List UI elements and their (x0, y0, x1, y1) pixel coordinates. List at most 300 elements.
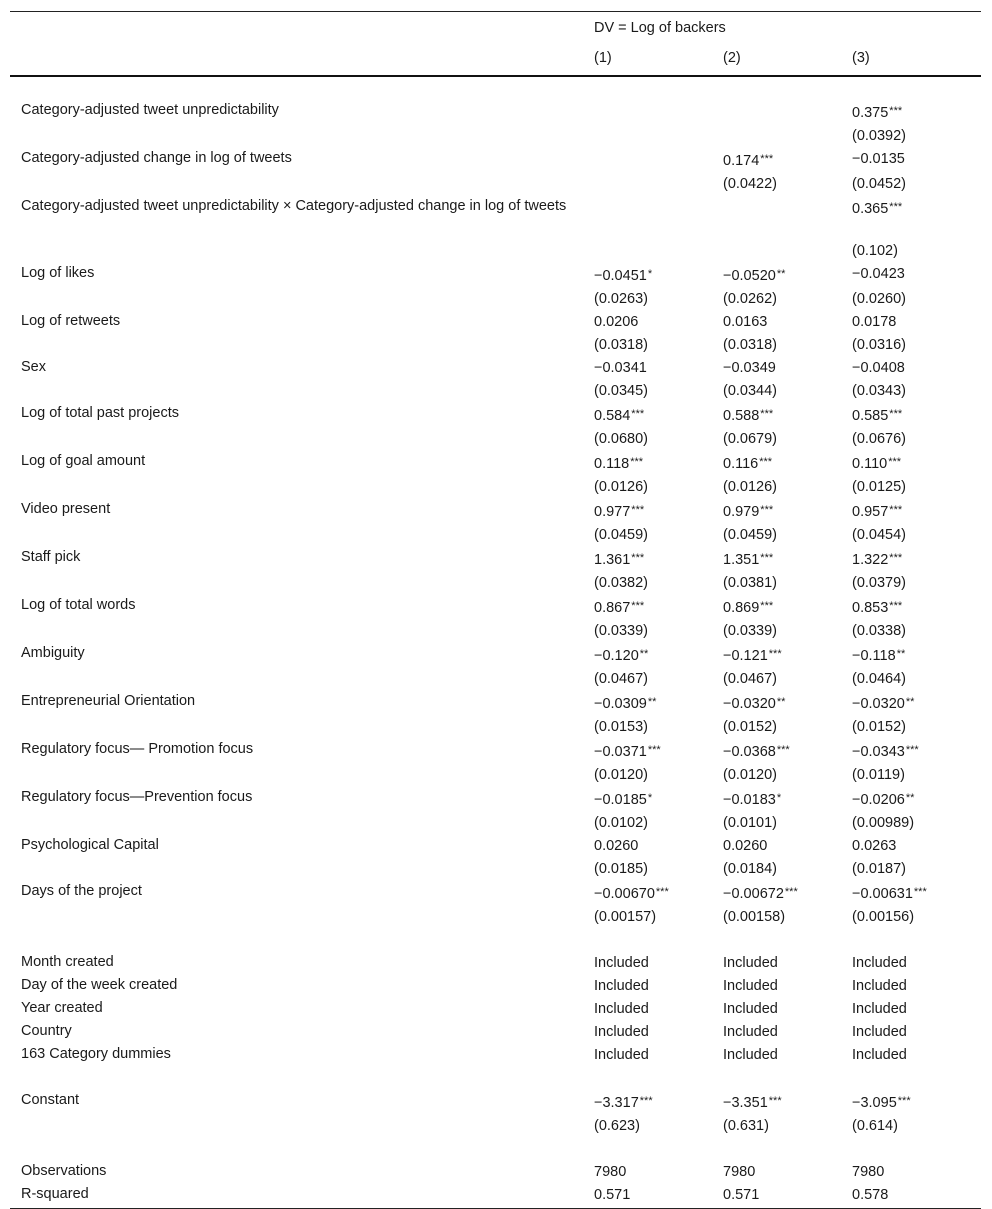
spacer-cell (594, 1067, 723, 1090)
coef-cell-3 (852, 787, 981, 812)
blank-label-cell (10, 125, 594, 148)
standard-error-row (10, 240, 981, 263)
variable-label: R-squared (10, 1184, 594, 1209)
coefficient-value: Included (594, 1001, 649, 1017)
coef-cell-2 (723, 643, 852, 668)
coefficient-value: 0.375 (852, 105, 889, 121)
coefficient-value: −0.0408 (852, 360, 905, 376)
standard-error-value: (0.0467) (723, 671, 778, 687)
se-cell-1 (594, 380, 723, 403)
significance-stars: ** (647, 696, 657, 708)
coefficient-value: 0.584 (594, 408, 631, 424)
standard-error-value: (0.0459) (723, 527, 778, 543)
coefficient-value: −0.0368 (723, 744, 776, 760)
variable-label: Sex (21, 359, 46, 375)
standard-error-value: (0.0382) (594, 575, 649, 591)
se-cell-1 (594, 764, 723, 787)
coef-cell-3 (852, 739, 981, 764)
se-cell-1 (594, 620, 723, 643)
standard-error-value: (0.0263) (594, 291, 649, 307)
standard-error-value: (0.0464) (852, 671, 907, 687)
significance-stars: * (647, 792, 653, 804)
significance-stars: *** (631, 552, 645, 564)
se-cell-1 (594, 476, 723, 499)
coef-cell-3 (852, 196, 981, 240)
column-header-2: (2) (723, 44, 852, 76)
coefficient-row (10, 403, 981, 428)
coef-cell-1 (594, 643, 723, 668)
significance-stars: *** (631, 504, 645, 516)
blank-label-cell (10, 668, 594, 691)
se-cell-1 (594, 173, 723, 196)
coef-cell-1 (594, 403, 723, 428)
standard-error-value: (0.0316) (852, 337, 907, 353)
standard-error-value: (0.0153) (594, 719, 649, 735)
spacer-cell (723, 1138, 852, 1161)
spacer-cell (723, 76, 852, 100)
blank-label-cell (10, 572, 594, 595)
significance-stars: ** (639, 648, 649, 660)
coef-cell-2 (723, 1044, 852, 1067)
blank-label-cell (10, 620, 594, 643)
standard-error-row (10, 858, 981, 881)
coefficient-value: Included (852, 955, 907, 971)
coefficient-row (10, 196, 981, 240)
standard-error-value: (0.0392) (852, 128, 907, 144)
coefficient-value: −0.0341 (594, 360, 647, 376)
significance-stars: *** (760, 504, 774, 516)
significance-stars: * (647, 268, 653, 280)
variable-label: Day of the week created (21, 977, 178, 993)
variable-label: Regulatory focus— Promotion focus (21, 741, 254, 757)
coefficient-value: −0.0320 (723, 696, 776, 712)
coef-cell-3 (852, 1044, 981, 1067)
coef-cell-3 (852, 403, 981, 428)
coefficient-value: −0.0135 (852, 151, 905, 167)
coef-cell-2 (723, 691, 852, 716)
standard-error-value: (0.623) (594, 1118, 640, 1134)
coefficient-row (10, 311, 981, 334)
se-cell-3 (852, 858, 981, 881)
coef-cell-1 (594, 787, 723, 812)
coef-cell-2 (723, 100, 852, 125)
significance-stars: *** (913, 886, 927, 898)
significance-stars: ** (776, 696, 786, 708)
variable-label: Category-adjusted tweet unpredictability × Category-adjusted change in log of tweets (21, 198, 567, 214)
se-cell-2 (723, 524, 852, 547)
se-cell-3 (852, 428, 981, 451)
variable-label: Psychological Capital (21, 837, 159, 853)
coefficient-row (10, 1021, 981, 1044)
regression-table-container (10, 11, 981, 1209)
coefficient-value: −0.121 (723, 648, 768, 664)
coefficient-row (10, 998, 981, 1021)
se-cell-3 (852, 476, 981, 499)
coefficient-value: 0.0260 (723, 838, 768, 854)
coef-cell-2 (723, 357, 852, 380)
coefficient-row (10, 263, 981, 288)
coef-cell-2 (723, 975, 852, 998)
standard-error-row (10, 334, 981, 357)
coefficient-value: 0.0163 (723, 314, 768, 330)
coef-cell-1 (594, 547, 723, 572)
coef-cell-1 (594, 1184, 723, 1209)
coefficient-value: 0.0178 (852, 314, 897, 330)
se-cell-3 (852, 572, 981, 595)
standard-error-value: (0.0262) (723, 291, 778, 307)
variable-label: Category-adjusted tweet unpredictability (21, 102, 279, 118)
coefficient-row (10, 952, 981, 975)
standard-error-value: (0.0184) (723, 861, 778, 877)
coef-cell-2 (723, 547, 852, 572)
coefficient-value: −3.095 (852, 1095, 897, 1111)
spacer-row (10, 1067, 981, 1090)
coefficient-value: −0.0423 (852, 266, 905, 282)
coefficient-value: −0.0183 (723, 792, 776, 808)
significance-stars: *** (639, 1095, 653, 1107)
coefficient-row (10, 1090, 981, 1115)
standard-error-value: (0.0152) (723, 719, 778, 735)
se-cell-2 (723, 764, 852, 787)
coefficient-value: 0.571 (594, 1187, 631, 1203)
standard-error-value: (0.0126) (723, 479, 778, 495)
blank-label-cell (10, 524, 594, 547)
coef-cell-3 (852, 263, 981, 288)
coef-cell-1 (594, 975, 723, 998)
significance-stars: *** (631, 408, 645, 420)
coef-cell-2 (723, 739, 852, 764)
se-cell-1 (594, 668, 723, 691)
coef-cell-2 (723, 787, 852, 812)
coefficient-value: 0.853 (852, 600, 889, 616)
coef-cell-2 (723, 1184, 852, 1209)
spacer-row (10, 929, 981, 952)
coefficient-value: −0.0309 (594, 696, 647, 712)
variable-label: Country (21, 1023, 72, 1039)
variable-label: Observations (21, 1163, 107, 1179)
coefficient-value: −0.00670 (594, 886, 655, 902)
standard-error-value: (0.00156) (852, 909, 915, 925)
coef-cell-2 (723, 451, 852, 476)
coefficient-value: −0.0320 (852, 696, 905, 712)
standard-error-value: (0.0422) (723, 176, 778, 192)
coefficient-value: 0.0206 (594, 314, 639, 330)
significance-stars: *** (630, 456, 644, 468)
se-cell-3 (852, 906, 981, 929)
se-cell-1 (594, 125, 723, 148)
coefficient-value: −0.0520 (723, 268, 776, 284)
coefficient-value: −0.00631 (852, 886, 913, 902)
variable-label: Log of total past projects (21, 405, 179, 421)
column-header-1: (1) (594, 44, 723, 76)
coefficient-value: 0.118 (594, 456, 630, 472)
se-cell-3 (852, 524, 981, 547)
coef-cell-3 (852, 643, 981, 668)
coefficient-value: −0.00672 (723, 886, 784, 902)
se-cell-2 (723, 858, 852, 881)
coef-cell-1 (594, 835, 723, 858)
standard-error-value: (0.614) (852, 1118, 898, 1134)
spacer-cell (10, 1138, 594, 1161)
significance-stars: *** (768, 648, 782, 660)
coef-cell-1 (594, 595, 723, 620)
coefficient-value: 0.365 (852, 201, 889, 217)
standard-error-row (10, 1115, 981, 1138)
standard-error-row (10, 125, 981, 148)
coefficient-row (10, 739, 981, 764)
coef-cell-1 (594, 499, 723, 524)
variable-label: Category-adjusted change in log of tweets (21, 150, 292, 166)
coefficient-value: 0.979 (723, 504, 760, 520)
coef-cell-1 (594, 691, 723, 716)
coefficient-value: −0.120 (594, 648, 639, 664)
coef-cell-1 (594, 1090, 723, 1115)
coef-cell-3 (852, 835, 981, 858)
coefficient-value: 0.869 (723, 600, 760, 616)
coefficient-value: Included (594, 1047, 649, 1063)
blank-label-cell (10, 764, 594, 787)
standard-error-value: (0.0152) (852, 719, 907, 735)
se-cell-3 (852, 1115, 981, 1138)
se-cell-1 (594, 428, 723, 451)
significance-stars: *** (631, 600, 645, 612)
standard-error-row (10, 668, 981, 691)
se-cell-1 (594, 240, 723, 263)
significance-stars: ** (905, 696, 915, 708)
blank-label-cell (10, 334, 594, 357)
significance-stars: *** (760, 153, 774, 165)
standard-error-row (10, 288, 981, 311)
coef-cell-3 (852, 691, 981, 716)
variable-label: Log of total words (21, 597, 136, 613)
spacer-cell (594, 76, 723, 100)
standard-error-row (10, 428, 981, 451)
standard-error-value: (0.0452) (852, 176, 907, 192)
standard-error-row (10, 716, 981, 739)
coefficient-value: −3.351 (723, 1095, 768, 1111)
coef-cell-1 (594, 1161, 723, 1184)
coef-cell-2 (723, 835, 852, 858)
coefficient-value: Included (594, 955, 649, 971)
coefficient-value: 0.867 (594, 600, 631, 616)
coefficient-row (10, 148, 981, 173)
coefficient-value: 0.116 (723, 456, 759, 472)
coefficient-row (10, 1044, 981, 1067)
coefficient-value: Included (594, 978, 649, 994)
spacer-row (10, 76, 981, 100)
standard-error-value: (0.00157) (594, 909, 657, 925)
standard-error-value: (0.0339) (594, 623, 649, 639)
standard-error-row (10, 764, 981, 787)
significance-stars: *** (784, 886, 798, 898)
coef-cell-3 (852, 311, 981, 334)
coef-cell-1 (594, 998, 723, 1021)
coef-cell-3 (852, 547, 981, 572)
column-header-3: (3) (852, 44, 981, 76)
coefficient-value: Included (723, 1047, 778, 1063)
regression-table (10, 11, 981, 1209)
coef-cell-1 (594, 311, 723, 334)
significance-stars: *** (776, 744, 790, 756)
coefficient-row (10, 1161, 981, 1184)
coefficient-value: −0.0185 (594, 792, 647, 808)
blank-label-cell (10, 476, 594, 499)
table-body (10, 76, 981, 1209)
header-blank-cell (10, 12, 594, 45)
variable-label: Staff pick (21, 549, 81, 565)
coef-cell-1 (594, 263, 723, 288)
standard-error-value: (0.102) (852, 243, 898, 259)
coef-cell-3 (852, 451, 981, 476)
coef-cell-2 (723, 311, 852, 334)
header-blank-cell (10, 44, 594, 76)
se-cell-1 (594, 524, 723, 547)
significance-stars: *** (647, 744, 661, 756)
coef-cell-2 (723, 196, 852, 240)
coefficient-value: Included (723, 955, 778, 971)
standard-error-value: (0.0379) (852, 575, 907, 591)
coefficient-row (10, 881, 981, 906)
coefficient-value: 7980 (594, 1164, 627, 1180)
column-number-row (10, 44, 981, 76)
significance-stars: ** (896, 648, 906, 660)
blank-label-cell (10, 380, 594, 403)
variable-label: Ambiguity (21, 645, 85, 661)
standard-error-value: (0.0381) (723, 575, 778, 591)
se-cell-1 (594, 906, 723, 929)
spacer-cell (852, 929, 981, 952)
coef-cell-3 (852, 499, 981, 524)
coef-cell-2 (723, 952, 852, 975)
coefficient-value: −0.0451 (594, 268, 647, 284)
se-cell-3 (852, 620, 981, 643)
coefficient-value: 0.578 (852, 1187, 889, 1203)
coefficient-row (10, 499, 981, 524)
spacer-cell (10, 76, 594, 100)
coefficient-row (10, 357, 981, 380)
significance-stars: *** (759, 456, 773, 468)
se-cell-2 (723, 906, 852, 929)
standard-error-row (10, 524, 981, 547)
standard-error-row (10, 572, 981, 595)
standard-error-value: (0.0119) (852, 767, 905, 783)
variable-label: Regulatory focus—Prevention focus (21, 789, 253, 805)
coef-cell-3 (852, 1090, 981, 1115)
coefficient-value: 0.571 (723, 1187, 760, 1203)
coef-cell-3 (852, 952, 981, 975)
se-cell-2 (723, 668, 852, 691)
standard-error-row (10, 812, 981, 835)
se-cell-3 (852, 668, 981, 691)
coef-cell-1 (594, 451, 723, 476)
coefficient-value: −0.0349 (723, 360, 776, 376)
spacer-cell (10, 929, 594, 952)
standard-error-value: (0.0126) (594, 479, 649, 495)
variable-label: Log of goal amount (21, 453, 146, 469)
coef-cell-2 (723, 148, 852, 173)
significance-stars: * (776, 792, 782, 804)
se-cell-1 (594, 572, 723, 595)
standard-error-row (10, 173, 981, 196)
significance-stars: *** (760, 600, 774, 612)
spacer-cell (723, 929, 852, 952)
coefficient-value: 0.585 (852, 408, 889, 424)
coef-cell-3 (852, 998, 981, 1021)
standard-error-value: (0.0467) (594, 671, 649, 687)
spacer-cell (852, 76, 981, 100)
coefficient-value: 7980 (852, 1164, 885, 1180)
se-cell-2 (723, 125, 852, 148)
spacer-row (10, 1138, 981, 1161)
coefficient-value: Included (852, 1047, 907, 1063)
coefficient-row (10, 691, 981, 716)
coefficient-value: −0.0343 (852, 744, 905, 760)
dv-label: DV = Log of backers (594, 12, 981, 45)
standard-error-row (10, 476, 981, 499)
variable-label: Constant (21, 1092, 80, 1108)
coef-cell-2 (723, 998, 852, 1021)
significance-stars: ** (905, 792, 915, 804)
coef-cell-1 (594, 357, 723, 380)
standard-error-value: (0.00158) (723, 909, 786, 925)
coefficient-value: Included (594, 1024, 649, 1040)
coef-cell-3 (852, 881, 981, 906)
se-cell-1 (594, 716, 723, 739)
standard-error-value: (0.0120) (723, 767, 778, 783)
coef-cell-2 (723, 1021, 852, 1044)
table-header (10, 12, 981, 77)
dv-header-row (10, 12, 981, 45)
se-cell-2 (723, 173, 852, 196)
se-cell-2 (723, 1115, 852, 1138)
se-cell-2 (723, 716, 852, 739)
se-cell-2 (723, 380, 852, 403)
coef-cell-2 (723, 881, 852, 906)
blank-label-cell (10, 288, 594, 311)
significance-stars: *** (760, 552, 774, 564)
blank-label-cell (10, 858, 594, 881)
standard-error-value: (0.0101) (723, 815, 778, 831)
standard-error-value: (0.0260) (852, 291, 907, 307)
se-cell-3 (852, 716, 981, 739)
coefficient-value: −0.0371 (594, 744, 647, 760)
variable-label: Video present (21, 501, 111, 517)
coefficient-value: −3.317 (594, 1095, 639, 1111)
coefficient-value: 0.977 (594, 504, 631, 520)
standard-error-value: (0.0185) (594, 861, 649, 877)
coefficient-value: 0.174 (723, 153, 760, 169)
blank-label-cell (10, 1115, 594, 1138)
coef-cell-3 (852, 595, 981, 620)
coefficient-value: −0.118 (852, 648, 896, 664)
significance-stars: *** (889, 504, 903, 516)
coef-cell-1 (594, 148, 723, 173)
se-cell-2 (723, 572, 852, 595)
coef-cell-2 (723, 1161, 852, 1184)
variable-label: Days of the project (21, 883, 142, 899)
standard-error-value: (0.0102) (594, 815, 649, 831)
coefficient-value: 0.0260 (594, 838, 639, 854)
coefficient-value: 0.110 (852, 456, 888, 472)
se-cell-3 (852, 334, 981, 357)
blank-label-cell (10, 428, 594, 451)
standard-error-value: (0.0120) (594, 767, 649, 783)
coefficient-value: 1.361 (594, 552, 631, 568)
standard-error-value: (0.00989) (852, 815, 915, 831)
coef-cell-3 (852, 975, 981, 998)
coefficient-row (10, 451, 981, 476)
coef-cell-1 (594, 1044, 723, 1067)
